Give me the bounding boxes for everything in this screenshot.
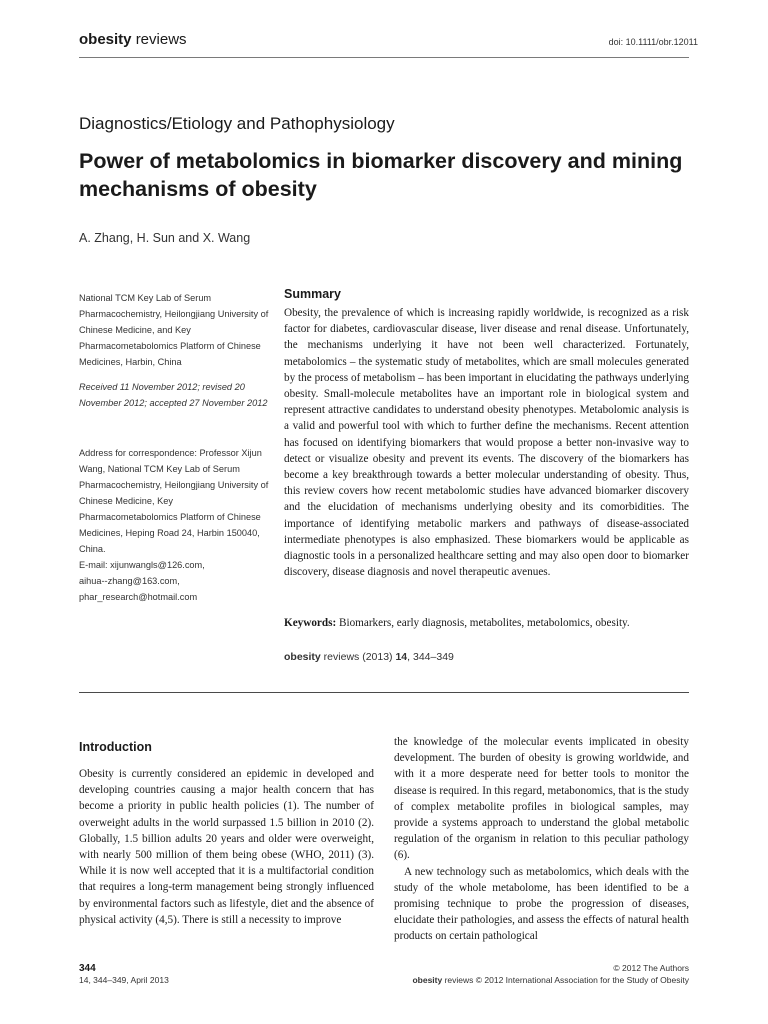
intro-paragraph-2: A new technology such as metabolomics, which deals with the study of the whole metabolome, has been identified to be a promising technique to probe the progression of diseases, elucidate their pathologies, and assess the effects of natural health products on certain pathological (394, 865, 689, 943)
email-2[interactable]: aihua--zhang@163.com, (79, 576, 180, 586)
authors: A. Zhang, H. Sun and X. Wang (79, 231, 251, 245)
section-type: Diagnostics/Etiology and Pathophysiology (79, 114, 395, 133)
copyright: © 2012 The Authors (613, 963, 689, 973)
citation-volume: 14 (395, 651, 408, 663)
introduction-heading: Introduction (79, 740, 152, 754)
body-column-left (79, 766, 374, 928)
page-number: 344 (79, 963, 96, 974)
body-column-right (394, 734, 689, 945)
journal-name-bold: obesity (79, 31, 132, 48)
citation-journal: obesity (284, 651, 321, 663)
summary-text: Obesity, the prevalence of which is increasing rapidly worldwide, is recognized as a risk factor for diabetes, cardiovascular disease, liver disease and renal disease. Unfortunately, the mechanisms underlying it have not been well characterized. Fortunately, metabolomics – the systematic study of metabolites, which are small molecules generated by the process of metabolism – has been important in elucidating the pathways underlying obesity. Small-molecule metabolites have an important role in biological system and represent attractive candidates to understand obesity phenotypes. Metabolomic analysis is a valid and powerful tool with which to further define the mechanisms. Recent attention has focused on identifying biomarkers that would propose a better non-invasive way to detect or visualize obesity and prevent its events. The discovery of the biomarkers has become a key breakthrough towards a better molecular understanding of obesity. Thus, this review covers how recent metabolomic studies have advanced biomarker discovery and the elucidation of mechanisms underlying obesity and its comorbidities. The importance of identifying metabolic markers and pathways of disease-associated intermediate phenotypes is also emphasized. These biomarkers would be applicable as diagnostic tools in a personalized healthcare setting and may also open door to biomarker discovery, disease diagnosis and novel therapeutic avenues. (284, 307, 689, 579)
intro-paragraph-1: Obesity is currently considered an epidemic in developed and developing countries causing a major health concern that has become a priority in public health policies (1). The number of overweight adults in the world surpassed 1.5 billion in 2010 (2). Globally, 1.5 billion adults 20 years and older were overweight, with nearly 500 million of them being obese (WHO, 2011) (3). While it is now well accepted that it is a multifactorial condition that requires a long-term management being strongly influenced by environmental factors such as lifestyle, diet and the absence of physical activity (4,5). There is still a necessity to improve (79, 768, 374, 926)
journal-name-rest: reviews (135, 31, 187, 48)
intro-paragraph-1-cont: the knowledge of the molecular events implicated in obesity development. The burden of obesity is growing worldwide, and with it a more desperate need for better tools to monitor the disease is required. In this regard, metabonomics, that is the study of complex metabolite profiles in biological samples, may provide a systems approach to understand the global metabolic regulation of the organism in relation to this peculiar pathology (6). (394, 736, 689, 862)
doi[interactable]: doi: 10.1111/obr.12011 (608, 37, 698, 47)
journal-name (79, 31, 187, 48)
citation-year: reviews (2013) (320, 651, 396, 663)
summary-divider (79, 692, 689, 693)
footer-journal-bold: obesity (412, 975, 443, 985)
correspondence-address (79, 445, 269, 605)
article-title: Power of metabolomics in biomarker discovery and mining mechanisms of obesity (79, 149, 683, 201)
email-3[interactable]: phar_research@hotmail.com (79, 592, 198, 602)
issue-info: 14, 344–349, April 2013 (79, 975, 169, 985)
address-text: Address for correspondence: Professor Xijun Wang, National TCM Key Lab of Serum Pharmacochemistry, Heilongjiang University of Chinese Medicine, Key Pharmacometabolomics Platform of Chinese Medicines, Heping Road 24, Harbin 150040, China. (79, 448, 269, 554)
citation-pages: , 344–349 (407, 651, 454, 663)
keywords (284, 617, 689, 629)
affiliation: National TCM Key Lab of Serum Pharmacochemistry, Heilongjiang University of Chinese Medicine, and Key Pharmacometabolomics Platform of Chinese Medicines, Harbin, China (79, 293, 269, 367)
keywords-label: Keywords: (284, 617, 337, 629)
header-divider (79, 57, 689, 58)
citation (284, 651, 454, 663)
footer-journal (412, 975, 689, 985)
footer-journal-rest: reviews © 2012 International Association for the Study of Obesity (442, 975, 689, 985)
received-dates: Received 11 November 2012; revised 20 November 2012; accepted 27 November 2012 (79, 382, 268, 408)
summary-heading: Summary (284, 287, 341, 301)
keywords-list: Biomarkers, early diagnosis, metabolites, metabolomics, obesity. (336, 617, 630, 629)
email-1[interactable]: E-mail: xijunwangls@126.com, (79, 560, 205, 570)
